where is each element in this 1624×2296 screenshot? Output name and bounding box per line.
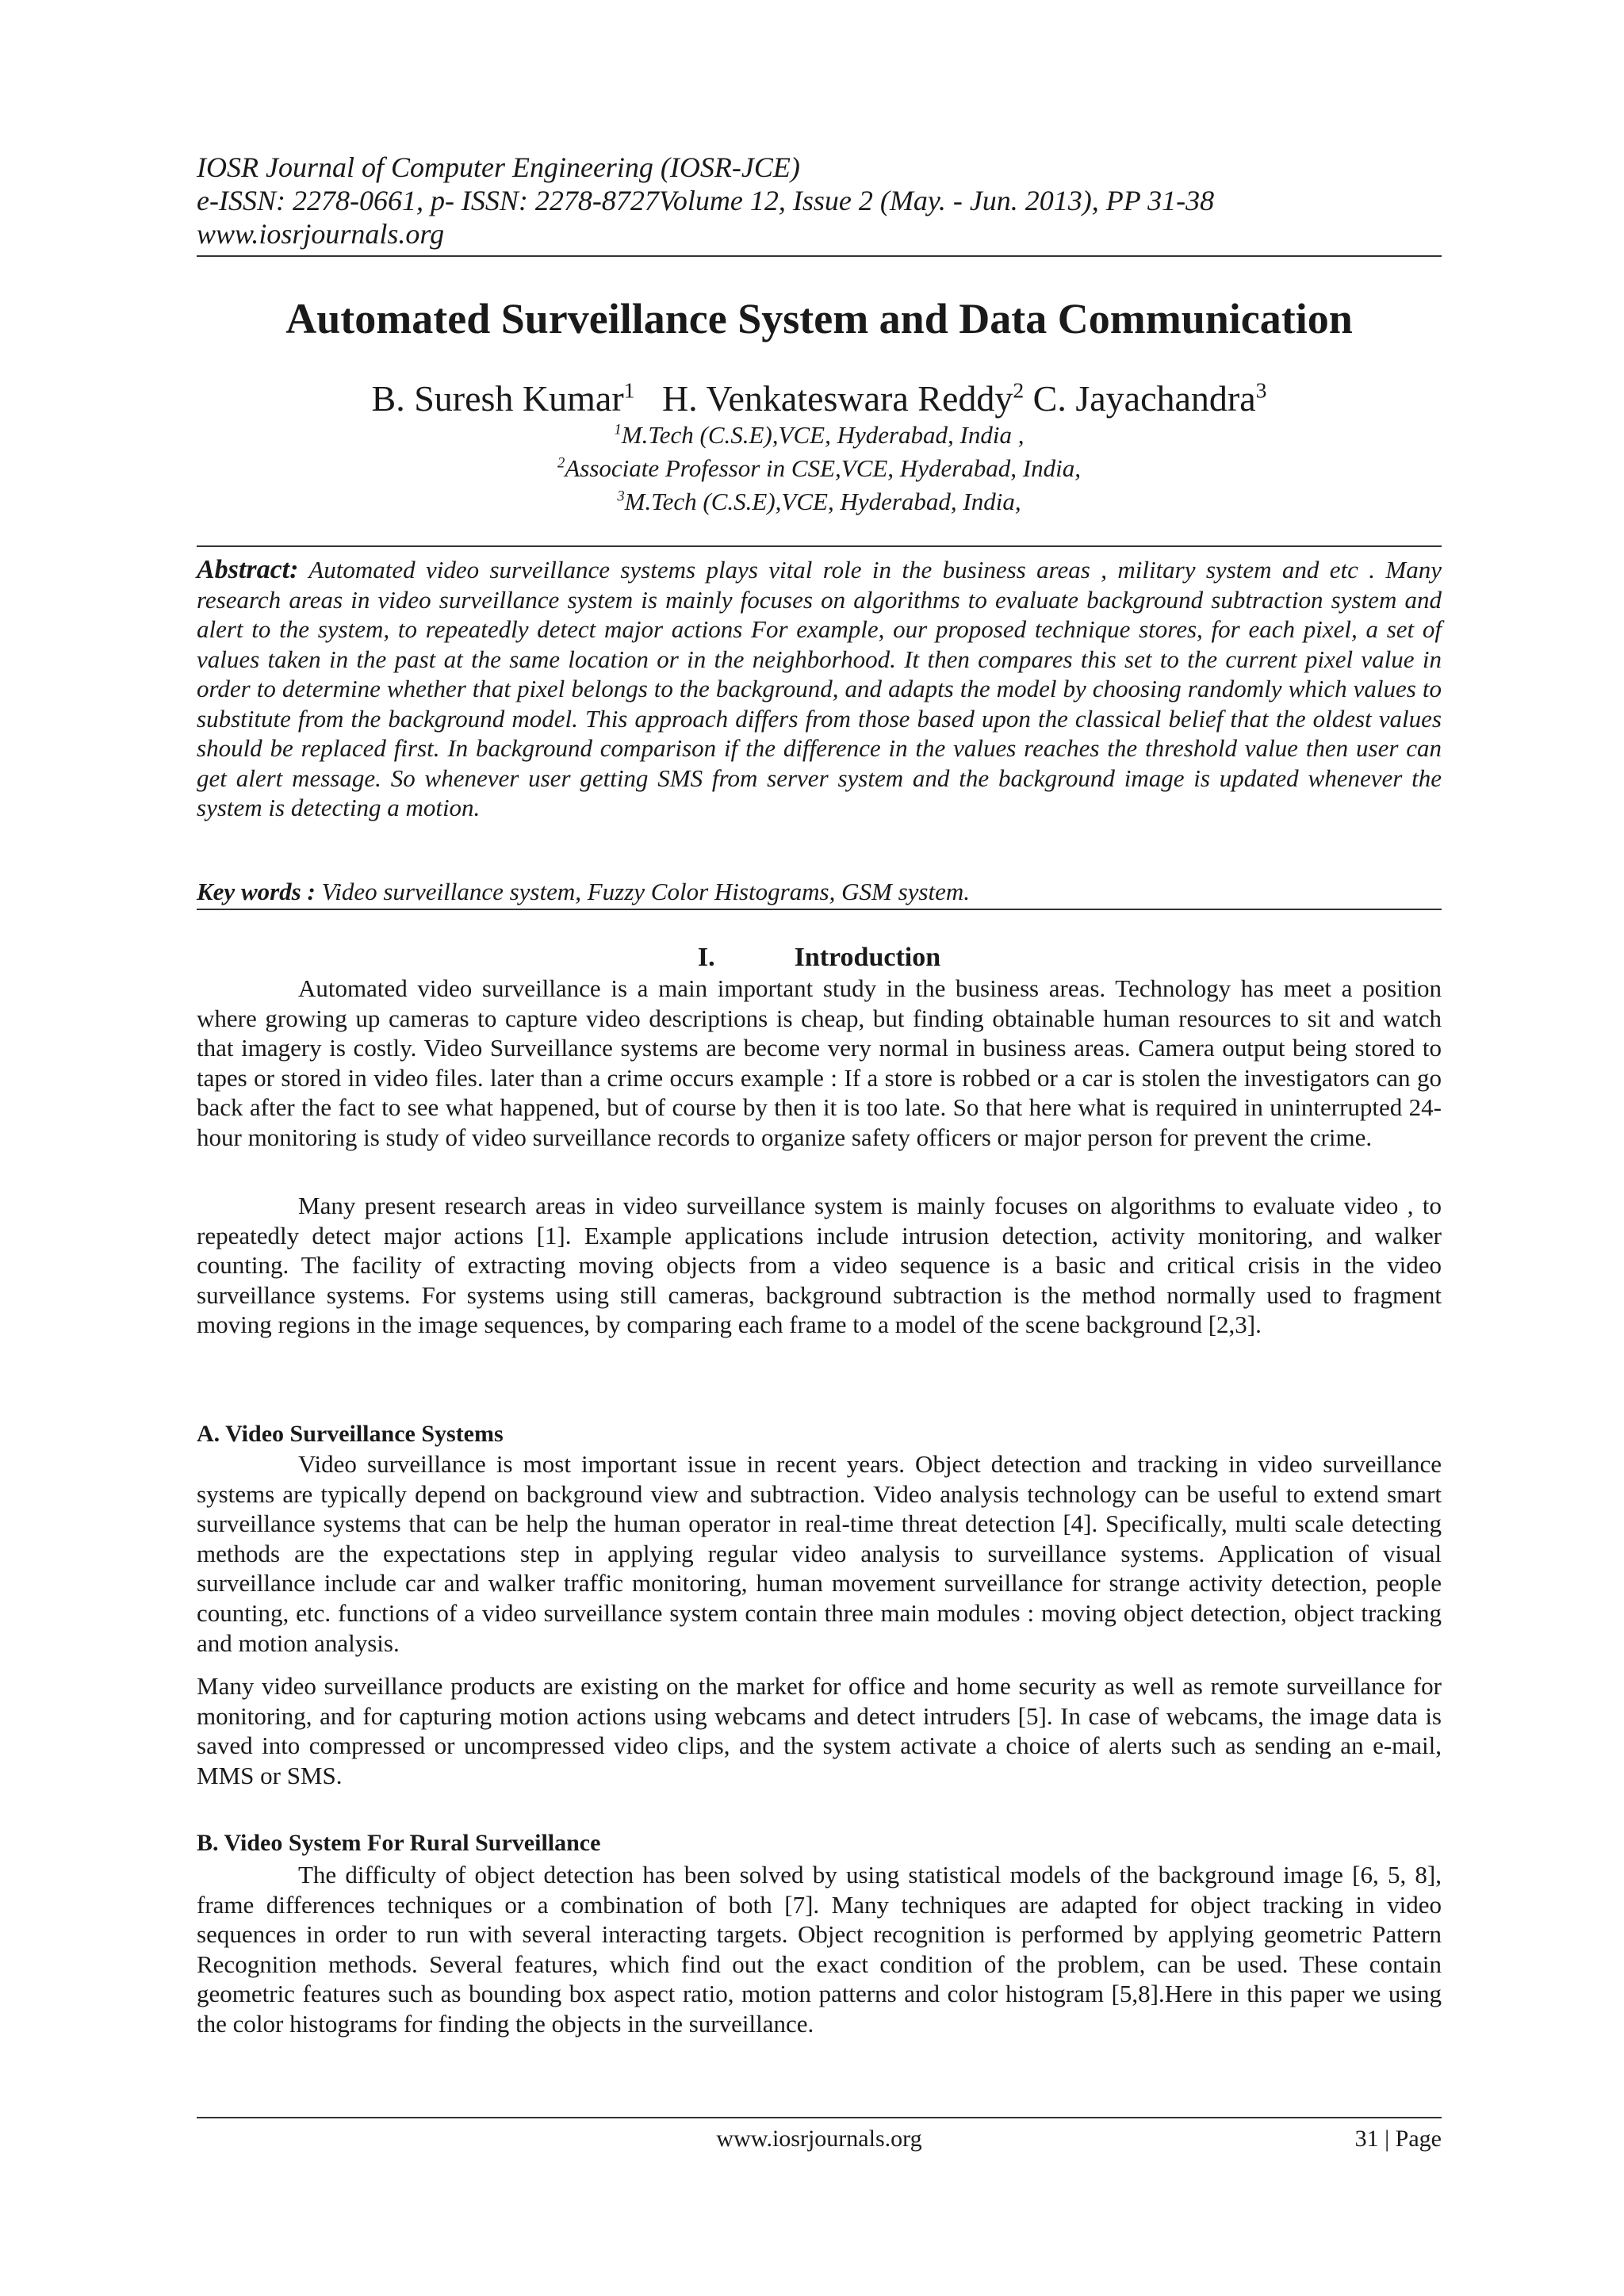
abstract-text: Automated video surveillance systems plays vital role in the business areas , military system and etc . Many research areas in video surveillance system is mainly focuses on algorithms to evaluate background subtraction system and alert to the system, to repeatedly detect major actions For example, our proposed technique stores, for each pixel, a set of values taken in the past at the same location or in the neighborhood. It then compares this set to the current pixel value in order to determine whether that pixel belongs to the background, and adapts the model by choosing randomly which values to substitute from the background model. This approach differs from those based upon the classical belief that the oldest values should be replaced first. In background comparison if the difference in the values reaches the threshold value then user can get alert message. So whenever user getting SMS from server system and the background image is updated whenever the system is detecting a motion. xyxy=(197,556,1442,821)
footer-rule xyxy=(197,2117,1442,2118)
author-name: H. Venkateswara Reddy xyxy=(661,378,1013,419)
footer-website: www.iosrjournals.org xyxy=(716,2126,922,2152)
intro-paragraph-1: Automated video surveillance is a main important study in the business areas. Technology has meet a position where growing up cameras to capture video descriptions is cheap, but finding obtainable human resources to sit and watch that imagery is costly. Video Surveillance systems are become very normal in business areas. Camera output being stored to tapes or stored in video files. later than a crime occurs example : If a store is robbed or a car is stolen the investigators can go back after the fact to see what happened, but of course by then it is too late. So that here what is required in uninterrupted 24-hour monitoring is study of video surveillance records to organize safety officers or major person for prevent the crime. xyxy=(197,974,1442,1151)
subsection-a-paragraph-2: Many video surveillance products are existing on the market for office and home security as well as remote surveillance for monitoring, and for capturing motion actions using webcams and detect intruders [5]. In case of webcams, the image data is saved into compressed or uncompressed video clips, and the system activate a choice of alerts such as sending an e-mail, MMS or SMS. xyxy=(197,1672,1442,1789)
abstract-label: Abstract: xyxy=(197,555,299,584)
header-rule xyxy=(197,255,1442,257)
affiliation xyxy=(197,453,1442,484)
subsection-b-paragraph-1: The difficulty of object detection has been solved by using statistical models of the background image [6, 5, 8], frame differences techniques or a combination of both [7]. Many techniques are adapted for object tracking in video sequences in order to run with several interacting targets. Object recognition is performed by applying geometric Pattern Recognition methods. Several features, which find out the exact condition of the problem, can be used. These contain geometric features such as bounding box aspect ratio, motion patterns and color histogram [5,8].Here in this paper we using the color histograms for finding the objects in the surveillance. xyxy=(197,1861,1442,2038)
affiliation-text: M.Tech (C.S.E),VCE, Hyderabad, India, xyxy=(624,488,1021,515)
author-superscript: 2 xyxy=(1013,377,1025,403)
affiliation-superscript: 1 xyxy=(614,421,622,438)
subsection-a-paragraph-1: Video surveillance is most important issue in recent years. Object detection and tracking in video surveillance systems are typically depend on background view and subtraction. Video analysis technology can be useful to extend smart surveillance systems that can be help the human operator in real-time threat detection [4]. Specifically, multi scale detecting methods are the expectations step in applying regular video analysis to surveillance systems. Application of visual surveillance include car and walker traffic monitoring, human movement surveillance for strange activity detection, people counting, etc. functions of a video surveillance system contain three main modules : moving object detection, object tracking and motion analysis. xyxy=(197,1450,1442,1657)
affiliation-text: Associate Professor in CSE,VCE, Hyderabad, India, xyxy=(565,454,1081,482)
intro-paragraph-2: Many present research areas in video surveillance system is mainly focuses on algorithms to evaluate video , to repeatedly detect major actions [1]. Example applications include intrusion detection, activity monitoring, and walker counting. The facility of extracting moving objects from a video sequence is a basic and critical crisis in the video surveillance systems. For systems using still cameras, background subtraction is the method normally used to fragment moving regions in the image sequences, by comparing each frame to a model of the scene background [2,3]. xyxy=(197,1192,1442,1339)
section-title: Introduction xyxy=(794,943,941,972)
journal-header xyxy=(197,151,1442,251)
keywords xyxy=(197,877,1442,907)
affiliation xyxy=(197,420,1442,450)
abstract-top-rule xyxy=(197,545,1442,547)
subsection-heading-a: A. Video Surveillance Systems xyxy=(197,1421,504,1447)
subsection-heading-b: B. Video System For Rural Surveillance xyxy=(197,1830,601,1856)
affiliation xyxy=(197,487,1442,517)
author-superscript: 3 xyxy=(1255,377,1267,403)
abstract xyxy=(197,555,1442,823)
journal-website: www.iosrjournals.org xyxy=(197,218,445,250)
section-heading xyxy=(197,942,1442,974)
affiliation-superscript: 3 xyxy=(617,488,625,505)
keywords-text: Video surveillance system, Fuzzy Color Histograms, GSM system. xyxy=(321,878,970,905)
keywords-label: Key words : xyxy=(197,878,316,905)
author-name: C. Jayachandra xyxy=(1032,378,1256,419)
author-list xyxy=(197,377,1442,420)
section-number: I. xyxy=(697,943,715,972)
paper-title: Automated Surveillance System and Data Communication xyxy=(285,295,1353,342)
abstract-bottom-rule xyxy=(197,909,1442,910)
author-superscript: 1 xyxy=(623,377,635,403)
affiliation-text: M.Tech (C.S.E),VCE, Hyderabad, India , xyxy=(621,421,1025,449)
author-name: B. Suresh Kumar xyxy=(371,378,624,419)
journal-issn: e-ISSN: 2278-0661, p- ISSN: 2278-8727Volume 12, Issue 2 (May. - Jun. 2013), PP 31-38 xyxy=(197,185,1215,216)
page-number: 31 | Page xyxy=(1354,2126,1442,2152)
journal-name: IOSR Journal of Computer Engineering (IOSR-JCE) xyxy=(197,151,800,183)
affiliation-superscript: 2 xyxy=(557,454,565,472)
